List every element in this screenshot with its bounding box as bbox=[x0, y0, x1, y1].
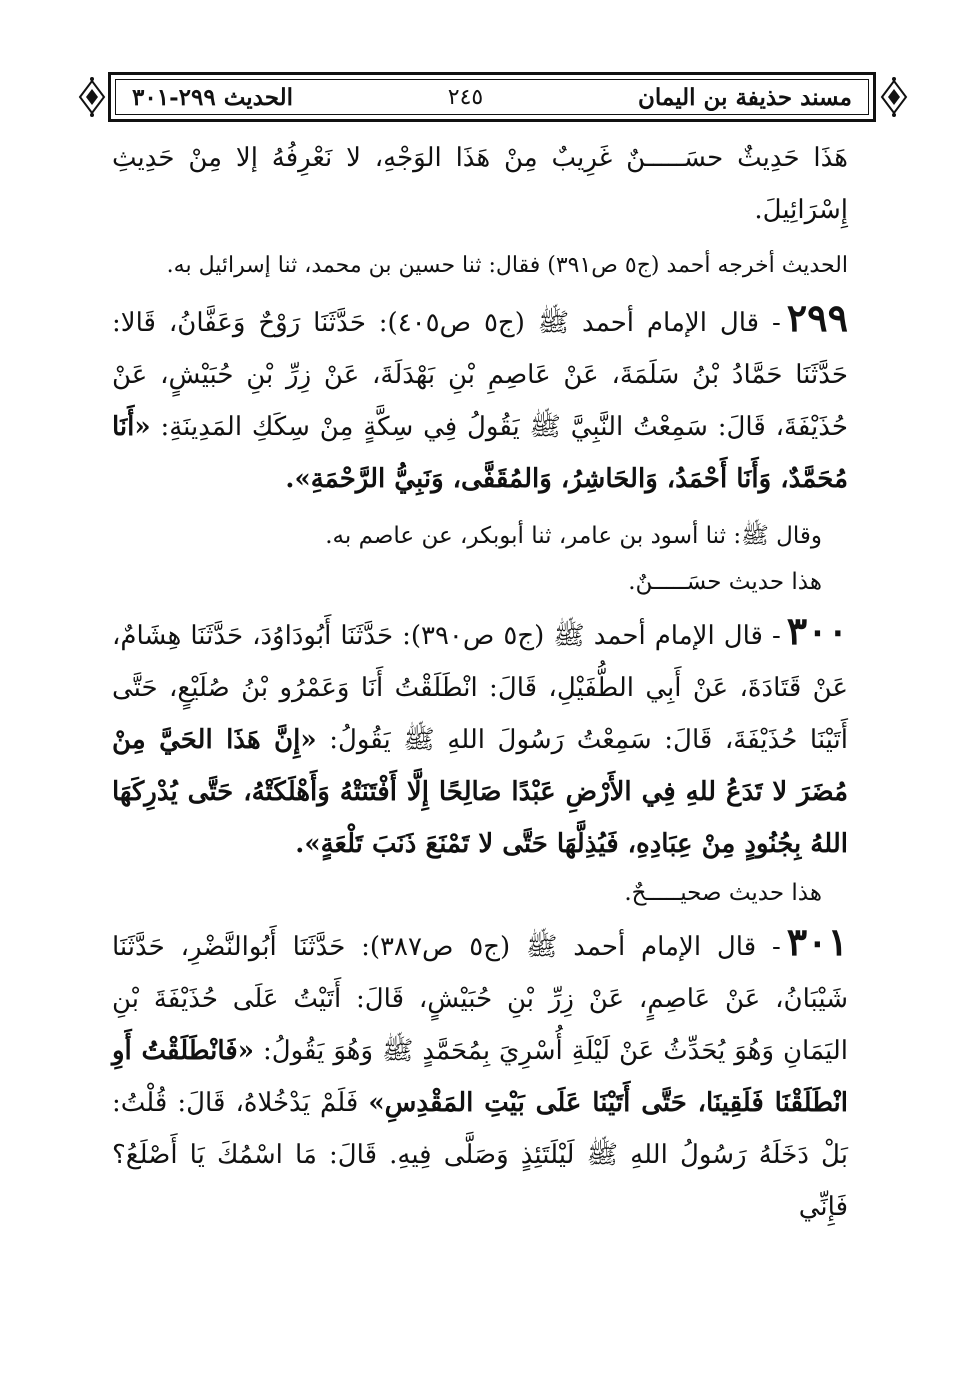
hadith-text: «إِنَّ هَذَا الحَيَّ مِنْ مُضَرَ لا تَدَعُ للهِ فِي الأَرْضِ عَبْدًا صَالِحًا إِلَّا أَفْتَنَتْهُ وَأَهْلَكَتْهُ، حَتَّى يُدْرِكَهَا اللهُ بِجُنُودٍ مِنْ عِبَادِهِ، فَيُذِلَّهَا حَتَّى لا تَمْنَعَ ذَنَبَ تَلْعَةٍ». bbox=[112, 725, 848, 859]
hadith-text: «فَانْطَلَقْتُ أَوِ انْطَلَقْنَا فَلَقِينَا، حَتَّى أَتَيْنَا عَلَى بَيْتِ المَقْدِسِ» bbox=[112, 1036, 848, 1118]
header-hadith-range: الحديث ٢٩٩-٣٠١ bbox=[132, 83, 293, 111]
header-ornament-left-icon bbox=[78, 77, 106, 117]
page-header bbox=[108, 72, 876, 122]
hadith-number: ٢٩٩ bbox=[786, 295, 848, 340]
hadith-300 bbox=[112, 605, 848, 870]
hadith-number: ٣٠١ bbox=[786, 919, 848, 964]
hadith-grading: هذا حديث حسَـــــنٌ. bbox=[628, 569, 822, 595]
hadith-chain: - قال الإمام أحمد ﷺ (ج٥ ص٣٩٠): حَدَّثَنَا أَبُودَاوُدَ، حَدَّثَنَا هِشَامٌ، عَنْ قَتَادَةَ، عَنْ أَبِي الطُّفَيْلِ، قَالَ: انْطَلَقْتُ أَنَا وَعَمْرُو بْنُ صُلَيْعٍ، حَتَّى أَتَيْنَا حُذَيْفَةَ، قَالَ: سَمِعْتُ رَسُولَ اللهِ ﷺ يَقُولُ: bbox=[112, 621, 848, 755]
header-title: مسند حذيفة بن اليمان bbox=[638, 83, 852, 111]
hadith-301 bbox=[112, 916, 848, 1233]
paragraph-grading: هَذَا حَدِيثٌ حسَـــــنٌ غَرِيبٌ مِنْ هَذَا الوَجْهِ، لا نَعْرِفُهُ إلا مِنْ حَدِيثِ إِسْرَائِيلَ. bbox=[112, 143, 848, 225]
hadith-chain: - قال الإمام أحمد ﷺ (ج٥ ص٣٨٧): حَدَّثَنَا أَبُوالنَّضْرِ، حَدَّثَنَا شَيْبَانُ، عَنْ عَاصِمٍ، عَنْ زِرِّ بْنِ حُبَيْشٍ، قَالَ: أَتَيْتُ عَلَى حُذَيْفَةَ بْنِ اليَمَانِ وَهُوَ يُحَدِّثُ عَنْ لَيْلَةِ أُسْرِيَ بِمُحَمَّدٍ ﷺ وَهُوَ يَقُولُ: bbox=[112, 932, 848, 1066]
page-number: ٢٤٥ bbox=[447, 84, 484, 110]
source-note: الحديث أخرجه أحمد (ج٥ ص٣٩١) فقال: ثنا حسين بن محمد، ثنا إسرائيل به. bbox=[166, 253, 848, 278]
hadith-number: ٣٠٠ bbox=[786, 608, 849, 653]
hadith-grading: هذا حديث صحيـــــحٌ. bbox=[624, 880, 822, 906]
hadith-continuation: فَلَمْ يَدْخُلاهُ، قَالَ: قُلْتُ: بَلْ دَخَلَهُ رَسُولُ اللهِ ﷺ لَيْلَتَئِذٍ وَصَلَّى فِيهِ. قَالَ: مَا اسْمُكَ يَا أَصْلَعُ؟ فَإِنِّي bbox=[112, 1088, 848, 1222]
header-ornament-right-icon bbox=[880, 77, 908, 117]
hadith-note: وقال ﷺ: ثنا أسود بن عامر، ثنا أبوبكر، عن عاصم به. bbox=[325, 523, 822, 549]
hadith-chain: - قال الإمام أحمد ﷺ (ج٥ ص٤٠٥): حَدَّثَنَا رَوْحٌ وَعَفَّانُ، قَالا: حَدَّثَنَا حَمَّادُ بْنُ سَلَمَةَ، عَنْ عَاصِمِ بْنِ بَهْدَلَةَ، عَنْ زِرِّ بْنِ حُبَيْشٍ، عَنْ حُذَيْفَةَ، قَالَ: سَمِعْتُ النَّبِيَّ ﷺ يَقُولُ فِي سِكَّةٍ مِنْ سِكَكِ المَدِينَةِ: bbox=[112, 308, 849, 442]
hadith-299 bbox=[112, 292, 848, 505]
page-body bbox=[112, 132, 848, 1233]
hadith-text: «أَنَا مُحَمَّدٌ، وَأَنَا أَحْمَدُ، وَالحَاشِرُ، وَالمُقَفَّى، وَنَبِيُّ الرَّحْمَةِ». bbox=[112, 412, 848, 494]
